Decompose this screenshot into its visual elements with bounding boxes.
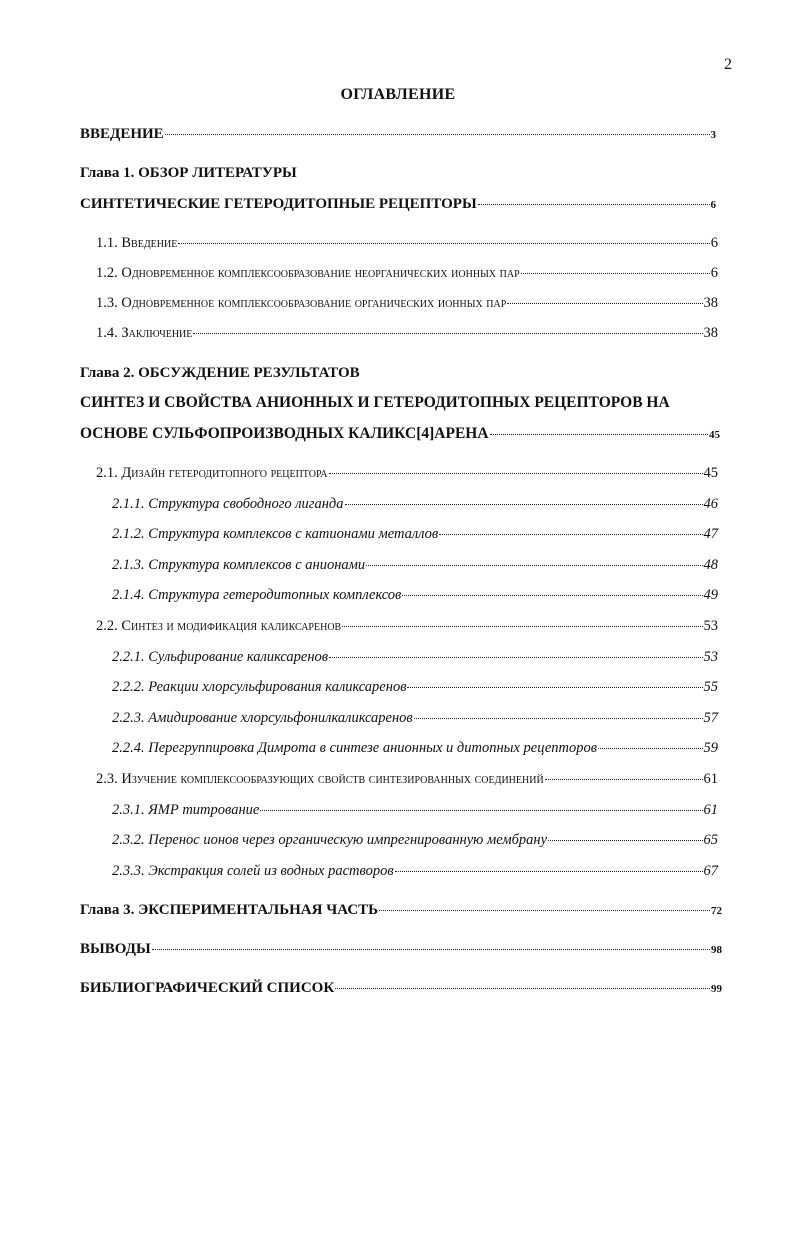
toc-entry-label: Одновременное комплексообразование неорганических ионных пар bbox=[121, 265, 520, 281]
dot-leader bbox=[414, 718, 703, 719]
toc-entry-2-3[interactable] bbox=[96, 768, 718, 790]
section-number: 2.2. bbox=[96, 618, 118, 634]
toc-entry-label: Структура комплексов с анионами bbox=[148, 557, 366, 573]
section-number: 2.3.3. bbox=[112, 863, 145, 879]
toc-page-number: 45 bbox=[709, 429, 720, 441]
toc-page-number: 53 bbox=[703, 649, 718, 665]
section-number: 2.3.1. bbox=[112, 802, 145, 818]
section-number: 2.1.4. bbox=[112, 587, 145, 603]
toc-page-number: 49 bbox=[703, 587, 718, 603]
toc-entry-2-3-3[interactable] bbox=[112, 860, 718, 882]
section-number: 2.3.2. bbox=[112, 832, 145, 848]
toc-entry-2-2-3[interactable] bbox=[112, 707, 718, 729]
toc-page-number: 99 bbox=[711, 983, 722, 995]
toc-entry-label: Одновременное комплексообразование органических ионных пар bbox=[121, 295, 507, 311]
toc-entry-conclusions[interactable] bbox=[80, 938, 722, 960]
section-number: 2.2.3. bbox=[112, 710, 145, 726]
dot-leader bbox=[329, 473, 703, 474]
dot-leader bbox=[439, 534, 702, 535]
dot-leader bbox=[193, 333, 702, 334]
dot-leader bbox=[379, 910, 710, 911]
dot-leader bbox=[260, 810, 702, 811]
toc-entry-bibliography[interactable] bbox=[80, 977, 722, 999]
toc-entry-label: БИБЛИОГРАФИЧЕСКИЙ СПИСОК bbox=[80, 980, 335, 996]
dot-leader bbox=[335, 988, 710, 989]
toc-entry-2-2[interactable] bbox=[96, 615, 718, 637]
section-number: 2.2.4. bbox=[112, 740, 145, 756]
section-number: 1.2. bbox=[96, 265, 118, 281]
toc-entry-label: ВВЕДЕНИЕ bbox=[80, 126, 164, 142]
dot-leader bbox=[165, 134, 710, 135]
toc-page-number: 6 bbox=[710, 199, 716, 211]
chapter1-heading: Глава 1. ОБЗОР ЛИТЕРАТУРЫ bbox=[80, 165, 297, 181]
dot-leader bbox=[490, 434, 708, 435]
toc-page-number: 48 bbox=[703, 557, 718, 573]
toc-entry-2-1-3[interactable] bbox=[112, 554, 718, 576]
toc-page-number: 6 bbox=[710, 235, 718, 251]
dot-leader bbox=[152, 949, 710, 950]
toc-page-number: 61 bbox=[703, 802, 718, 818]
toc-entry-label: ВЫВОДЫ bbox=[80, 941, 151, 957]
toc-entry-label: Введение bbox=[121, 235, 178, 251]
dot-leader bbox=[178, 243, 709, 244]
toc-entry-2-2-1[interactable] bbox=[112, 646, 718, 668]
section-number: 2.2.1. bbox=[112, 649, 145, 665]
toc-entry-label: Глава 3. ЭКСПЕРИМЕНТАЛЬНАЯ ЧАСТЬ bbox=[80, 902, 379, 918]
toc-page-number: 72 bbox=[711, 905, 722, 917]
toc-page-number: 45 bbox=[703, 465, 718, 481]
toc-entry-label: Реакции хлорсульфирования каликсаренов bbox=[148, 679, 407, 695]
dot-leader bbox=[407, 687, 702, 688]
toc-entry-intro[interactable] bbox=[80, 123, 716, 145]
toc-entry-label: Сульфирование каликсаренов bbox=[148, 649, 329, 665]
toc-page-number: 98 bbox=[711, 944, 722, 956]
toc-entry-2-2-4[interactable] bbox=[112, 737, 718, 759]
toc-title: ОГЛАВЛЕНИЕ bbox=[340, 86, 456, 103]
dot-leader bbox=[598, 748, 702, 749]
dot-leader bbox=[545, 779, 703, 780]
dot-leader bbox=[366, 565, 702, 566]
section-number: 2.1.3. bbox=[112, 557, 145, 573]
toc-entry-1-4[interactable] bbox=[96, 322, 718, 344]
dot-leader bbox=[329, 657, 702, 658]
toc-entry-2-1-4[interactable] bbox=[112, 584, 718, 606]
dot-leader bbox=[395, 871, 703, 872]
toc-entry-2-3-1[interactable] bbox=[112, 799, 718, 821]
toc-entry-label: Структура гетеродитопных комплексов bbox=[148, 587, 402, 603]
toc-entry-chapter2[interactable] bbox=[80, 423, 720, 445]
toc-entry-label: Синтез и модификация каликсаренов bbox=[121, 618, 342, 634]
toc-page-number: 3 bbox=[710, 129, 716, 141]
toc-entry-2-1[interactable] bbox=[96, 462, 718, 484]
toc-entry-1-1[interactable] bbox=[96, 232, 718, 254]
section-number: 2.1. bbox=[96, 465, 118, 481]
toc-entry-1-2[interactable] bbox=[96, 262, 718, 284]
section-number: 2.1.1. bbox=[112, 496, 145, 512]
toc-entry-label: СИНТЕТИЧЕСКИЕ ГЕТЕРОДИТОПНЫЕ РЕЦЕПТОРЫ bbox=[80, 196, 477, 212]
toc-entry-label: Экстракция солей из водных растворов bbox=[148, 863, 394, 879]
toc-page-number: 59 bbox=[703, 740, 718, 756]
toc-entry-2-1-1[interactable] bbox=[112, 493, 718, 515]
toc-entry-label: ОСНОВЕ СУЛЬФОПРОИЗВОДНЫХ КАЛИКС[4]АРЕНА bbox=[80, 425, 489, 442]
toc-entry-label: Изучение комплексообразующих свойств синтезированных соединений bbox=[121, 771, 544, 787]
toc-page-number: 47 bbox=[703, 526, 718, 542]
toc-entry-label: Амидирование хлорсульфонилкаликсаренов bbox=[148, 710, 413, 726]
toc-page-number: 57 bbox=[703, 710, 718, 726]
toc-page-number: 55 bbox=[703, 679, 718, 695]
toc-entry-label: Перегруппировка Димрота в синтезе анионных и дитопных рецепторов bbox=[148, 740, 598, 756]
toc-page-number: 61 bbox=[703, 771, 718, 787]
chapter2-heading: Глава 2. ОБСУЖДЕНИЕ РЕЗУЛЬТАТОВ bbox=[80, 365, 360, 381]
page-number: 2 bbox=[724, 56, 732, 73]
toc-entry-label: Перенос ионов через органическую импрегнированную мембрану bbox=[148, 832, 548, 848]
toc-entry-label: ЯМР титрование bbox=[148, 802, 260, 818]
section-number: 1.1. bbox=[96, 235, 118, 251]
section-number: 2.3. bbox=[96, 771, 118, 787]
chapter2-subtitle-line1: СИНТЕЗ И СВОЙСТВА АНИОННЫХ И ГЕТЕРОДИТОПНЫХ РЕЦЕПТОРОВ НА bbox=[80, 394, 670, 411]
toc-page-number: 53 bbox=[703, 618, 718, 634]
dot-leader bbox=[478, 204, 710, 205]
section-number: 1.3. bbox=[96, 295, 118, 311]
toc-page-number: 67 bbox=[703, 863, 718, 879]
dot-leader bbox=[345, 504, 703, 505]
toc-entry-label: Структура свободного лиганда bbox=[148, 496, 344, 512]
toc-entry-label: Структура комплексов с катионами металлов bbox=[148, 526, 439, 542]
dot-leader bbox=[521, 273, 710, 274]
toc-entry-label: Заключение bbox=[121, 325, 193, 341]
dot-leader bbox=[548, 840, 702, 841]
toc-entry-chapter3[interactable] bbox=[80, 899, 722, 921]
dot-leader bbox=[507, 303, 702, 304]
dot-leader bbox=[342, 626, 702, 627]
section-number: 2.2.2. bbox=[112, 679, 145, 695]
section-number: 1.4. bbox=[96, 325, 118, 341]
toc-entry-2-3-2[interactable] bbox=[112, 829, 718, 851]
section-number: 2.1.2. bbox=[112, 526, 145, 542]
toc-entry-label: Дизайн гетеродитопного рецептора bbox=[121, 465, 328, 481]
toc-page-number: 38 bbox=[703, 325, 718, 341]
toc-entry-1-3[interactable] bbox=[96, 292, 718, 314]
toc-entry-2-2-2[interactable] bbox=[112, 676, 718, 698]
dot-leader bbox=[402, 595, 702, 596]
toc-page-number: 6 bbox=[710, 265, 718, 281]
toc-entry-2-1-2[interactable] bbox=[112, 523, 718, 545]
toc-page-number: 46 bbox=[703, 496, 718, 512]
toc-page-number: 65 bbox=[703, 832, 718, 848]
toc-entry-chapter1[interactable] bbox=[80, 193, 716, 215]
toc-page-number: 38 bbox=[703, 295, 718, 311]
